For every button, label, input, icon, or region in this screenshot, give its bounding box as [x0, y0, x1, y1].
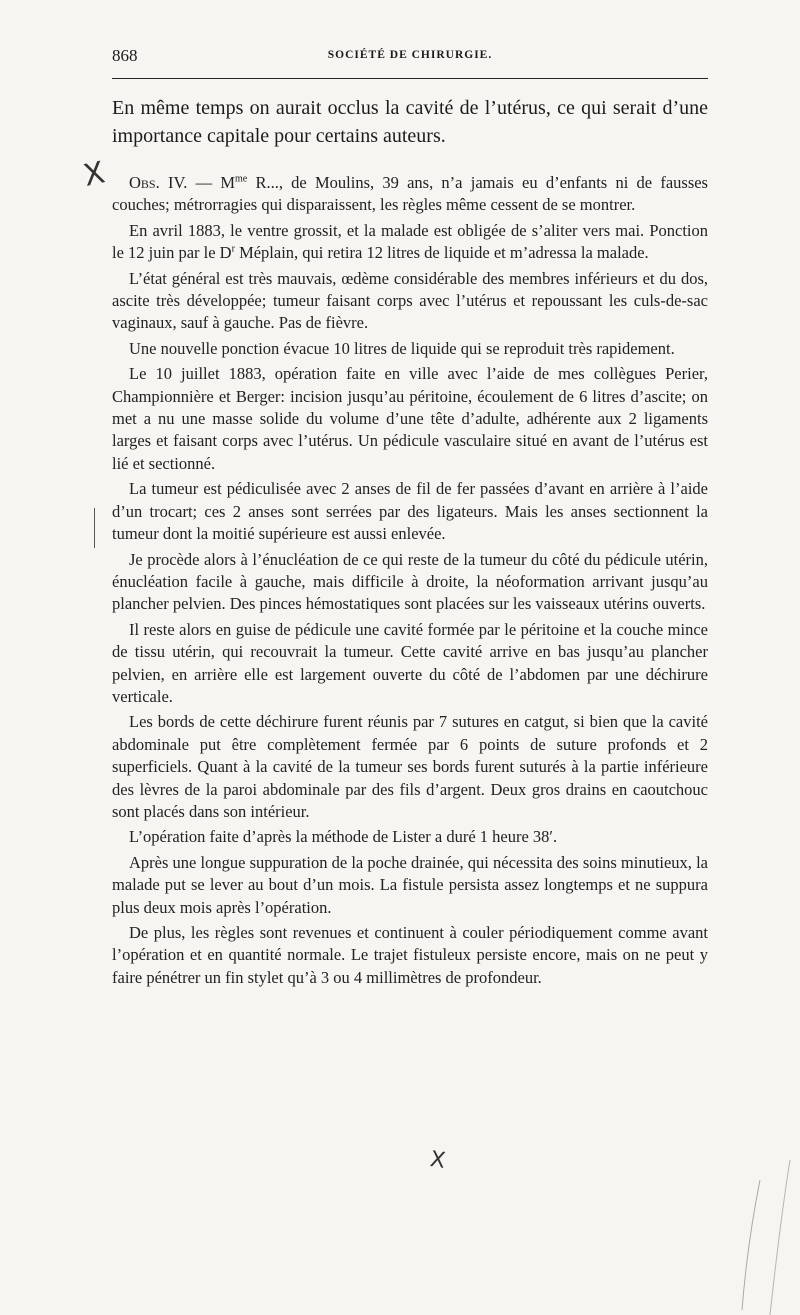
observation-intro: Obs. IV. — $M^{me}$ R..., de Moulins, 39 ans, n’a jamais eu d’enfants ni de fausses couches; métrorragies qui disparaissent, les règles même cessent de se montrer. — [112, 173, 708, 215]
handwritten-end-x-mark: X — [428, 1147, 447, 1174]
page-number: 868 — [112, 46, 138, 65]
paragraph-7: Je procède alors à l’énucléation de ce qui reste de la tumeur du côté du pédicule utérin, énucléation facile à gauche, mais difficile à droite, la néoformation arrivant jusqu’au plancher pelvien. Des pinces hémostatiques sont placées sur les vaisseaux utérins ouverts. — [112, 549, 708, 614]
lead-paragraph: En même temps on aurait occlus la cavité de l’utérus, ce qui serait d’une importance capitale pour certains auteurs. — [112, 97, 708, 147]
header-rule — [112, 78, 708, 79]
paragraph-10: L’opération faite d’après la méthode de Lister a duré 1 heure 38′. — [129, 827, 558, 847]
paragraph-5: Le 10 juillet 1883, opération faite en ville avec l’aide de mes collègues Perier, Championnière et Berger: incision jusqu’au péritoine, écoulement de 6 litres d’ascite; on met a nu une masse solide du volume d’une tête d’adulte, adhérente aux 2 ligaments larges et faisant corps avec l’utérus. Un pédicule vasculaire situé en avant de l’utérus est lié et sectionné. — [112, 364, 708, 473]
paragraph-12: De plus, les règles sont revenues et continuent à couler périodiquement comme avant l’opération et en quantité normale. Le trajet fistuleux persiste encore, mais on ne peut y faire pénétrer un fin stylet qu’à 3 ou 4 millimètres de profondeur. — [112, 923, 708, 987]
paragraph-2: En avril 1883, le ventre grossit, et la malade est obligée de s’aliter vers mai. Ponction le 12 juin par le $D^r$ Méplain, qui retira 12 litres de liquide et m’adressa la malade. — [112, 220, 708, 263]
margin-pencil-line — [94, 508, 95, 548]
paragraph-11: Après une longue suppuration de la poche drainée, qui nécessita des soins minutieux, la malade put se lever au bout d’un mois. La fistule persista assez longtemps et ne suppura plus deux mois après l’opération. — [112, 852, 708, 917]
paragraph-6: La tumeur est pédiculisée avec 2 anses de fil de fer passées d’avant en arrière à l’aide d’un trocart; ces 2 anses sont serrées par des ligateurs. Mais les anses sectionnent la tumeur dont la moitié supérieure est aussi enlevée. — [112, 479, 708, 544]
paragraph-8: Il reste alors en guise de pédicule une cavité formée par le péritoine et la couche mince de tissu utérin, qui recouvrait la tumeur. Cette cavité arrive en bas jusqu’au plancher pelvien, en arrière elle est largement ouverte du côté de l’abdomen par une déchirure verticale. — [112, 619, 708, 706]
paragraph-4: Une nouvelle ponction évacue 10 litres de liquide qui se reproduit très rapidement. — [129, 338, 675, 358]
observation-block — [112, 172, 708, 989]
handwritten-x-mark: X — [80, 155, 108, 194]
observation-label: Obs. IV. — [129, 173, 188, 192]
paragraph-3: L’état général est très mauvais, œdème considérable des membres inférieurs et du dos, ascite très développée; tumeur faisant corps avec l’utérus et repoussant les culs-de-sac vaginaux, sauf à gauche. Pas de fièvre. — [112, 268, 708, 333]
running-head — [112, 46, 708, 74]
pencil-edge-strokes — [720, 1160, 800, 1315]
journal-title: SOCIÉTÉ DE CHIRURGIE. — [327, 49, 493, 61]
paragraph-9: Les bords de cette déchirure furent réunis par 7 sutures en catgut, si bien que la cavité abdominale put être complètement fermée par 6 points de suture profonds et 2 superficiels. Quant à la cavité de la tumeur ses bords furent suturés à la partie inférieure des lèvres de la paroi abdominale par des fils d’argent. Deux gros drains en caoutchouc sont placés dans son intérieur. — [112, 712, 708, 821]
